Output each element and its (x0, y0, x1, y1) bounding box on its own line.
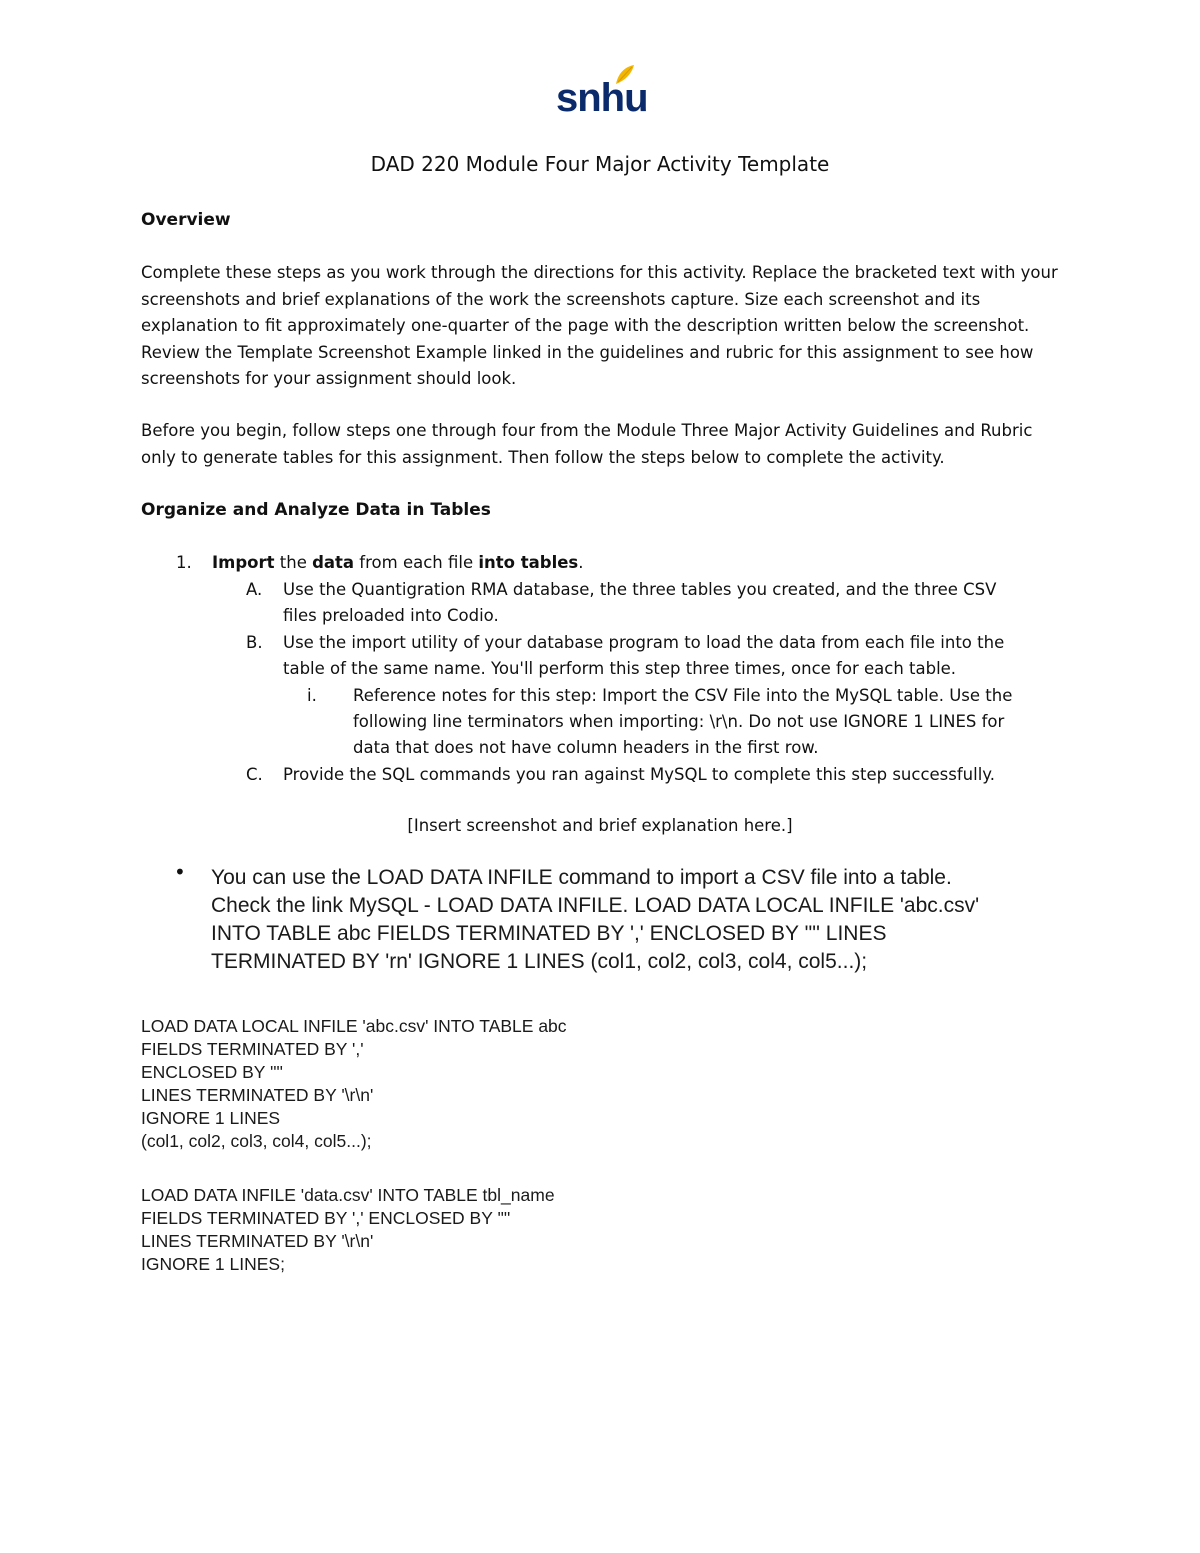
note-line: data that does not have column headers in the first row. (353, 738, 819, 757)
code-line: ENCLOSED BY '"' (141, 1062, 283, 1082)
overview-heading: Overview (141, 210, 231, 230)
note-marker: i. (307, 686, 317, 705)
step-1-bold-into-tables: into tables (478, 553, 579, 572)
step-1-text-part: from each file (354, 553, 479, 572)
document-title: DAD 220 Module Four Major Activity Template (370, 152, 830, 176)
bullet-icon: • (174, 860, 186, 884)
step-marker: 1. (176, 553, 192, 572)
step-1-text (212, 550, 584, 577)
code-line: (col1, col2, col3, col4, col5...); (141, 1131, 372, 1151)
substep-b-line: table of the same name. You'll perform this step three times, once for each table. (283, 659, 957, 678)
step-1-text-part: the (274, 553, 313, 572)
code-line: LOAD DATA INFILE 'data.csv' INTO TABLE tbl_name (141, 1185, 555, 1205)
sql-code-block-1 (141, 1015, 567, 1153)
step-1-bold-import: Import (212, 553, 275, 572)
overview-paragraph-1: Complete these steps as you work through the directions for this activity. Replace the bracketed text with your screenshots and brief explanations of the work the screenshots capture. Size each screenshot and its explanation to fit approximately one-quarter of the page with the description written below the screenshot. Review the Template Screenshot Example linked in the guidelines and rubric for this assignment to see how screenshots for your assignment should look. (141, 263, 1058, 388)
answer-line: TERMINATED BY 'rn' IGNORE 1 LINES (col1, col2, col3, col4, col5...); (211, 950, 868, 973)
substep-marker: B. (246, 633, 263, 652)
answer-line: You can use the LOAD DATA INFILE command to import a CSV file into a table. (211, 866, 952, 889)
insert-placeholder: [Insert screenshot and brief explanation here.] (407, 816, 793, 835)
code-line: LINES TERMINATED BY '\r\n' (141, 1085, 374, 1105)
code-line: FIELDS TERMINATED BY ',' ENCLOSED BY '"' (141, 1208, 511, 1228)
sql-code-block-2 (141, 1184, 555, 1276)
substep-marker: A. (246, 580, 263, 599)
substep-a-line: files preloaded into Codio. (283, 606, 499, 625)
code-line: LOAD DATA LOCAL INFILE 'abc.csv' INTO TABLE abc (141, 1016, 567, 1036)
snhu-logo (556, 64, 648, 124)
code-line: LINES TERMINATED BY '\r\n' (141, 1231, 374, 1251)
substep-c-line: Provide the SQL commands you ran against MySQL to complete this step successfully. (283, 765, 995, 784)
overview-paragraph-2: Before you begin, follow steps one through four from the Module Three Major Activity Guidelines and Rubric only to generate tables for this assignment. Then follow the steps below to complete the activity. (141, 421, 1033, 467)
code-line: IGNORE 1 LINES (141, 1108, 281, 1128)
substep-b-line: Use the import utility of your database program to load the data from each file into the (283, 633, 1005, 652)
step-1-text-part: . (578, 553, 584, 572)
step-1-bold-data: data (312, 553, 355, 572)
code-line: IGNORE 1 LINES; (141, 1254, 285, 1274)
answer-line: Check the link MySQL - LOAD DATA INFILE. LOAD DATA LOCAL INFILE 'abc.csv' (211, 894, 980, 917)
section-heading: Organize and Analyze Data in Tables (141, 500, 491, 520)
substep-marker: C. (246, 765, 263, 784)
note-line: Reference notes for this step: Import the CSV File into the MySQL table. Use the (353, 686, 1013, 705)
answer-text (211, 864, 1071, 976)
answer-line: INTO TABLE abc FIELDS TERMINATED BY ',' ENCLOSED BY '"' LINES (211, 922, 887, 945)
code-line: FIELDS TERMINATED BY ',' (141, 1039, 364, 1059)
substep-a-line: Use the Quantigration RMA database, the three tables you created, and the three CSV (283, 580, 997, 599)
logo-wordmark: snhu (556, 76, 648, 120)
note-line: following line terminators when importing: \r\n. Do not use IGNORE 1 LINES for (353, 712, 1005, 731)
